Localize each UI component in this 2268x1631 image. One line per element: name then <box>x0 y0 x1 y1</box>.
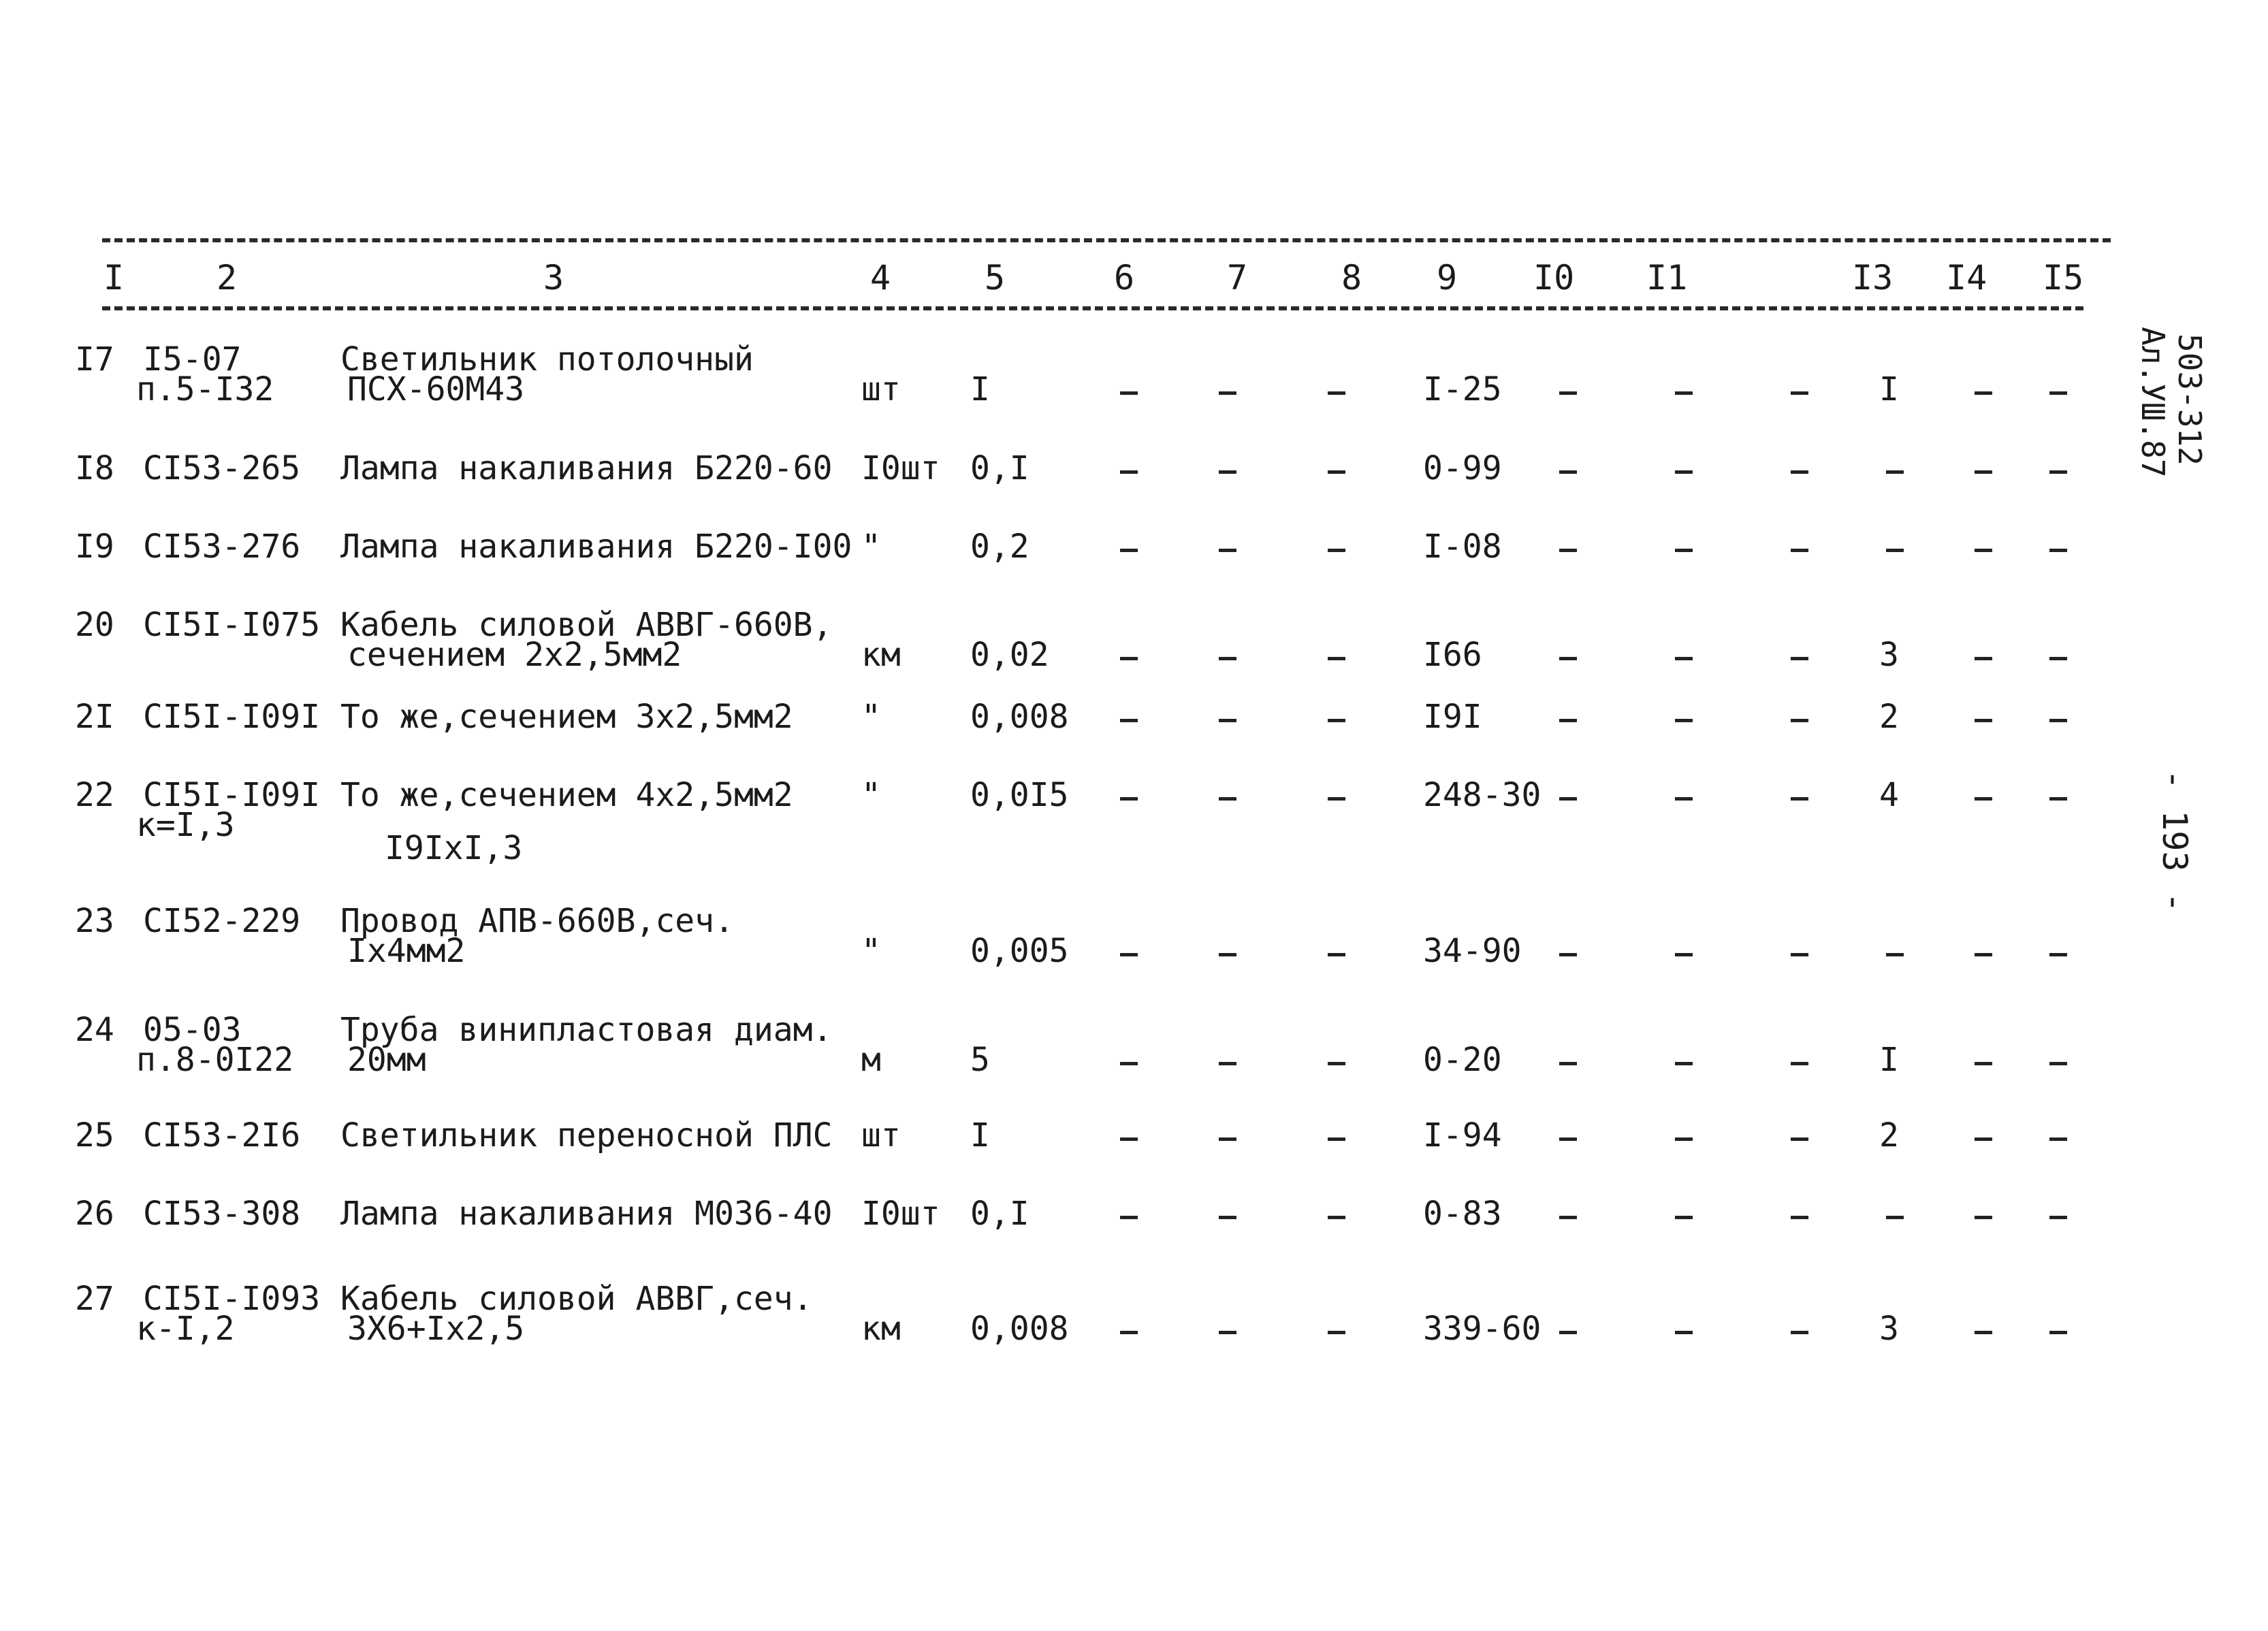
item-name: Светильник потолочный <box>340 340 754 378</box>
row-number: I9 <box>75 528 114 566</box>
col7-dash <box>1219 797 1236 801</box>
unit: " <box>861 698 881 736</box>
item-name: Кабель силовой АВВГ-660В, <box>340 606 833 644</box>
col13-dash <box>1886 470 1904 474</box>
col6-dash <box>1120 1216 1138 1219</box>
col8-dash <box>1328 657 1345 660</box>
col10-dash <box>1559 1216 1577 1219</box>
column-header-3: 3 <box>543 258 564 297</box>
col14-dash <box>1975 797 1992 801</box>
row-number: 26 <box>75 1195 114 1233</box>
col15-dash <box>2049 657 2067 660</box>
header-bottom-rule <box>102 306 2083 310</box>
col10-dash <box>1559 1137 1577 1141</box>
col15-dash <box>2049 1137 2067 1141</box>
quantity: 0,I <box>970 1195 1029 1233</box>
item-code: CI53-265 <box>143 449 301 487</box>
col8-dash <box>1328 797 1345 801</box>
column-header-1: I <box>103 258 125 297</box>
item-name: 20мм <box>347 1041 426 1079</box>
col14-dash <box>1975 391 1992 395</box>
col8-dash <box>1328 719 1345 722</box>
item-name: ПСХ-60М43 <box>347 370 525 408</box>
unit: шт <box>861 370 901 408</box>
unit-price: 0-83 <box>1423 1195 1502 1233</box>
col11-dash <box>1675 797 1693 801</box>
item-code: CI5I-I09I <box>143 776 321 814</box>
item-code: 05-03 <box>143 1011 242 1049</box>
item-code: п.8-0I22 <box>136 1041 294 1079</box>
header-top-rule <box>102 238 2111 242</box>
item-name: Труба винипластовая диам. <box>340 1011 833 1049</box>
col8-dash <box>1328 1062 1345 1065</box>
unit-price: I-94 <box>1423 1116 1502 1154</box>
unit-price: I9I <box>1423 698 1482 736</box>
col10-dash <box>1559 657 1577 660</box>
unit-price: 34-90 <box>1423 932 1522 970</box>
col11-dash <box>1675 470 1693 474</box>
col15-dash <box>2049 1331 2067 1334</box>
row-number: I8 <box>75 449 114 487</box>
col14-dash <box>1975 953 1992 956</box>
col11-dash <box>1675 1331 1693 1334</box>
side-doc-code: 503-312 <box>2171 334 2208 466</box>
col14-dash <box>1975 1331 1992 1334</box>
col13-value: 2 <box>1879 698 1899 736</box>
col15-dash <box>2049 391 2067 395</box>
col8-dash <box>1328 953 1345 956</box>
item-code: CI5I-I075 <box>143 606 321 644</box>
col7-dash <box>1219 1062 1236 1065</box>
col13-dash <box>1886 1216 1904 1219</box>
row-number: 2I <box>75 698 114 736</box>
col7-dash <box>1219 549 1236 552</box>
col13-value: I <box>1879 1041 1899 1079</box>
col12-dash <box>1791 549 1808 552</box>
col15-dash <box>2049 549 2067 552</box>
row-number: 24 <box>75 1011 114 1049</box>
col14-dash <box>1975 1137 1992 1141</box>
column-header-12: I3 <box>1852 258 1894 297</box>
col10-dash <box>1559 797 1577 801</box>
col8-dash <box>1328 470 1345 474</box>
col13-dash <box>1886 549 1904 552</box>
item-name: Кабель силовой АВВГ,сеч. <box>340 1280 813 1318</box>
col6-dash <box>1120 549 1138 552</box>
column-header-11: I1 <box>1646 258 1688 297</box>
col7-dash <box>1219 719 1236 722</box>
col8-dash <box>1328 549 1345 552</box>
item-code: CI53-276 <box>143 528 301 566</box>
row-number: 23 <box>75 902 114 940</box>
side-sheet-ref: Ал.УШ.87 <box>2135 327 2171 478</box>
col11-dash <box>1675 1062 1693 1065</box>
col7-dash <box>1219 657 1236 660</box>
column-header-6: 6 <box>1114 258 1135 297</box>
column-header-4: 4 <box>870 258 891 297</box>
col6-dash <box>1120 719 1138 722</box>
col11-dash <box>1675 549 1693 552</box>
quantity: 0,I <box>970 449 1029 487</box>
unit: I0шт <box>861 1195 940 1233</box>
col11-dash <box>1675 1216 1693 1219</box>
col11-dash <box>1675 657 1693 660</box>
column-header-8: 8 <box>1341 258 1362 297</box>
col8-dash <box>1328 1331 1345 1334</box>
col6-dash <box>1120 1137 1138 1141</box>
item-name: Светильник переносной ПЛС <box>340 1116 833 1154</box>
col10-dash <box>1559 953 1577 956</box>
column-header-5: 5 <box>985 258 1006 297</box>
col6-dash <box>1120 470 1138 474</box>
col12-dash <box>1791 797 1808 801</box>
row-number: I7 <box>75 340 114 378</box>
item-name: сечением 2х2,5мм2 <box>347 636 682 674</box>
row-number: 20 <box>75 606 114 644</box>
col10-dash <box>1559 1062 1577 1065</box>
col15-dash <box>2049 719 2067 722</box>
col11-dash <box>1675 1137 1693 1141</box>
col8-dash <box>1328 1216 1345 1219</box>
quantity: 0,0I5 <box>970 776 1069 814</box>
unit: I0шт <box>861 449 940 487</box>
col6-dash <box>1120 797 1138 801</box>
col6-dash <box>1120 391 1138 395</box>
col12-dash <box>1791 1331 1808 1334</box>
col6-dash <box>1120 1062 1138 1065</box>
column-header-2: 2 <box>217 258 238 297</box>
col7-dash <box>1219 1137 1236 1141</box>
item-name: То же,сечением 3х2,5мм2 <box>340 698 793 736</box>
col10-dash <box>1559 549 1577 552</box>
item-code: I5-07 <box>143 340 242 378</box>
item-name: Провод АПВ-660В,сеч. <box>340 902 734 940</box>
quantity: 0,008 <box>970 1310 1069 1348</box>
item-name: Лампа накаливания М036-40 <box>340 1195 833 1233</box>
col14-dash <box>1975 1062 1992 1065</box>
unit: шт <box>861 1116 901 1154</box>
unit-price: I-25 <box>1423 370 1502 408</box>
item-name: Лампа накаливания Б220-60 <box>340 449 833 487</box>
col14-dash <box>1975 1216 1992 1219</box>
col12-dash <box>1791 1062 1808 1065</box>
item-code: CI53-2I6 <box>143 1116 301 1154</box>
col6-dash <box>1120 1331 1138 1334</box>
row-number: 25 <box>75 1116 114 1154</box>
col14-dash <box>1975 657 1992 660</box>
col12-dash <box>1791 1137 1808 1141</box>
unit: " <box>861 528 881 566</box>
col6-dash <box>1120 953 1138 956</box>
item-code: CI53-308 <box>143 1195 301 1233</box>
item-code: CI5I-I093 <box>143 1280 321 1318</box>
col7-dash <box>1219 1216 1236 1219</box>
unit-price: I-08 <box>1423 528 1502 566</box>
col15-dash <box>2049 953 2067 956</box>
quantity: 0,008 <box>970 698 1069 736</box>
col12-dash <box>1791 391 1808 395</box>
col13-value: 3 <box>1879 1310 1899 1348</box>
item-code: CI5I-I09I <box>143 698 321 736</box>
quantity: I <box>970 1116 990 1154</box>
quantity: 0,02 <box>970 636 1049 674</box>
unit-price: 0-20 <box>1423 1041 1502 1079</box>
col7-dash <box>1219 953 1236 956</box>
col10-dash <box>1559 1331 1577 1334</box>
col12-dash <box>1791 657 1808 660</box>
unit-price: 339-60 <box>1423 1310 1542 1348</box>
quantity: I <box>970 370 990 408</box>
col12-dash <box>1791 1216 1808 1219</box>
unit: км <box>861 636 901 674</box>
col12-dash <box>1791 470 1808 474</box>
col14-dash <box>1975 470 1992 474</box>
unit: м <box>861 1041 881 1079</box>
quantity: 0,2 <box>970 528 1029 566</box>
column-header-10: I0 <box>1533 258 1575 297</box>
col13-value: 2 <box>1879 1116 1899 1154</box>
col15-dash <box>2049 1216 2067 1219</box>
col10-dash <box>1559 719 1577 722</box>
col11-dash <box>1675 953 1693 956</box>
col13-value: 3 <box>1879 636 1899 674</box>
page-number: - 193 - <box>2155 769 2194 913</box>
item-code: к=I,3 <box>136 806 235 844</box>
col7-dash <box>1219 391 1236 395</box>
unit-price: I66 <box>1423 636 1482 674</box>
unit: " <box>861 776 881 814</box>
col11-dash <box>1675 719 1693 722</box>
column-header-7: 7 <box>1227 258 1248 297</box>
col13-value: I <box>1879 370 1899 408</box>
item-code: п.5-I32 <box>136 370 274 408</box>
col14-dash <box>1975 549 1992 552</box>
col15-dash <box>2049 797 2067 801</box>
coefficient-note: I9IxI,3 <box>385 829 523 867</box>
quantity: 5 <box>970 1041 990 1079</box>
column-header-14: I5 <box>2043 258 2084 297</box>
col8-dash <box>1328 391 1345 395</box>
item-code: к-I,2 <box>136 1310 235 1348</box>
column-header-13: I4 <box>1946 258 1987 297</box>
col10-dash <box>1559 391 1577 395</box>
unit-price: 0-99 <box>1423 449 1502 487</box>
col12-dash <box>1791 719 1808 722</box>
column-header-9: 9 <box>1437 258 1458 297</box>
item-name: То же,сечением 4х2,5мм2 <box>340 776 793 814</box>
item-name: 3Х6+Iх2,5 <box>347 1310 525 1348</box>
item-name: Лампа накаливания Б220-I00 <box>340 528 852 566</box>
col8-dash <box>1328 1137 1345 1141</box>
row-number: 22 <box>75 776 114 814</box>
item-name: Iх4мм2 <box>347 932 466 970</box>
row-number: 27 <box>75 1280 114 1318</box>
col14-dash <box>1975 719 1992 722</box>
col7-dash <box>1219 1331 1236 1334</box>
col11-dash <box>1675 391 1693 395</box>
col7-dash <box>1219 470 1236 474</box>
quantity: 0,005 <box>970 932 1069 970</box>
col15-dash <box>2049 470 2067 474</box>
unit-price: 248-30 <box>1423 776 1542 814</box>
col12-dash <box>1791 953 1808 956</box>
unit: км <box>861 1310 901 1348</box>
col13-dash <box>1886 953 1904 956</box>
item-code: CI52-229 <box>143 902 301 940</box>
col15-dash <box>2049 1062 2067 1065</box>
col13-value: 4 <box>1879 776 1899 814</box>
col6-dash <box>1120 657 1138 660</box>
unit: " <box>861 932 881 970</box>
col10-dash <box>1559 470 1577 474</box>
